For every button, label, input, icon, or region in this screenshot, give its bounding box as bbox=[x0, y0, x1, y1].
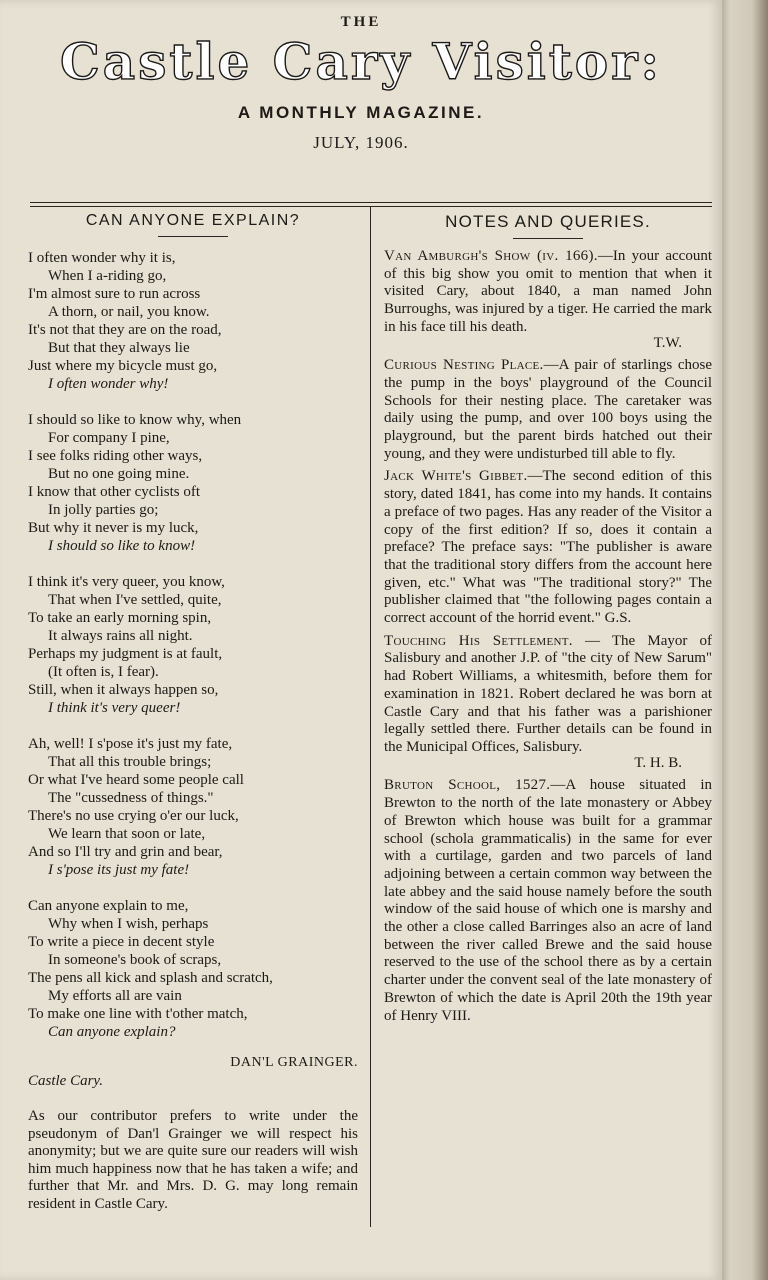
poem-refrain: I think it's very queer! bbox=[48, 700, 181, 716]
note-item bbox=[384, 777, 712, 1025]
poem-line: Or what I've heard some people call bbox=[28, 772, 244, 788]
poem-line: We learn that soon or late, bbox=[48, 826, 206, 842]
poem-line: To make one line with t'other match, bbox=[28, 1006, 248, 1022]
poem-line: The pens all kick and splash and scratch, bbox=[28, 970, 273, 986]
note-title: Curious Nesting Place. bbox=[384, 357, 544, 374]
header-rule-top bbox=[30, 202, 712, 203]
note-body: —The second edition of this story, dated 1841, has come into my hands. It contains a preface of two pages. Has any reader of the Visitor a copy of the first edition? If so, does it contain a preface? The preface says: "The publisher is aware that the traditional story differs from the account here given, etc." What was "The traditional story?" The publisher claimed that "the following pages contain a correct account of the horrid event." G.S. bbox=[384, 468, 712, 627]
note-title: Bruton School, 1527. bbox=[384, 777, 551, 794]
note-initials: T. H. B. bbox=[634, 754, 682, 771]
poem-line: Ah, well! I s'pose it's just my fate, bbox=[28, 736, 233, 752]
poem-refrain: I should so like to know! bbox=[48, 538, 196, 554]
note-body: — The Mayor of Salisbury and another J.P. of "the city of New Sarum" had Robert Williams, a whitesmith, before them for examination in 1821. Robert declared he was born at Castle Cary and that his father was a parishioner legally settled there. Further details can be found in the Municipal Offices, Salisbury. bbox=[384, 632, 712, 755]
poem-stanza bbox=[28, 573, 358, 717]
poem-line: For company I pine, bbox=[48, 430, 170, 446]
poem-line: But why it never is my luck, bbox=[28, 520, 199, 536]
note-title: Van Amburgh's Show (iv. 166). bbox=[384, 248, 598, 264]
poem-line: And so I'll try and grin and bear, bbox=[28, 844, 223, 860]
magazine-title: Castle Cary Visitor: bbox=[60, 32, 662, 91]
poem-line: Still, when it always happen so, bbox=[28, 682, 219, 698]
notes-heading-rule bbox=[513, 238, 583, 239]
note-item bbox=[384, 248, 712, 352]
poem-line: In jolly parties go; bbox=[48, 502, 159, 518]
poem-line: But no one going mine. bbox=[48, 466, 190, 482]
poem-line: (It often is, I fear). bbox=[48, 664, 159, 680]
poem-line: Can anyone explain to me, bbox=[28, 898, 189, 914]
poem-refrain: Can anyone explain? bbox=[48, 1024, 176, 1040]
poem-line: But that they always lie bbox=[48, 340, 190, 356]
masthead bbox=[0, 14, 722, 153]
poem-line: There's no use crying o'er our luck, bbox=[28, 808, 239, 824]
header-rule-bottom bbox=[30, 206, 712, 207]
poem-line: When I a-riding go, bbox=[48, 268, 167, 284]
note-item bbox=[384, 468, 712, 627]
poem-line: That all this trouble brings; bbox=[48, 754, 212, 770]
poem-refrain: I s'pose its just my fate! bbox=[48, 862, 190, 878]
note-initials: T.W. bbox=[653, 334, 682, 351]
notes-list bbox=[384, 248, 712, 1025]
note-item bbox=[384, 633, 712, 773]
poem-line: I think it's very queer, you know, bbox=[28, 574, 225, 590]
author-signature: DAN'L GRAINGER. bbox=[230, 1055, 358, 1070]
note-title: Touching His Settlement. bbox=[384, 632, 573, 649]
poem-line: It always rains all night. bbox=[48, 628, 193, 644]
poem-line: In someone's book of scraps, bbox=[48, 952, 222, 968]
poem-line: It's not that they are on the road, bbox=[28, 322, 222, 338]
note-body: —A pair of starlings chose the pump in the boys' playground of the Council Schools for their nesting place. The caretaker was daily using the pump, and over 100 boys using the playground, but the parent birds hatched out their young, and they were undisturbed till able to fly. bbox=[384, 357, 712, 462]
poem-line: I know that other cyclists oft bbox=[28, 484, 201, 500]
poem bbox=[28, 249, 358, 1041]
poem-line: I should so like to know why, when bbox=[28, 412, 242, 428]
poem-line: The "cussedness of things." bbox=[48, 790, 214, 806]
issue-date: JULY, 1906. bbox=[313, 133, 409, 152]
poem-stanza bbox=[28, 411, 358, 555]
poem-line: Perhaps my judgment is at fault, bbox=[28, 646, 223, 662]
poem-line: Why when I wish, perhaps bbox=[48, 916, 209, 932]
poem-refrain: I often wonder why! bbox=[48, 376, 169, 392]
poem-line: To take an early morning spin, bbox=[28, 610, 212, 626]
poem-line: A thorn, or nail, you know. bbox=[48, 304, 210, 320]
poem-line: To write a piece in decent style bbox=[28, 934, 215, 950]
poem-line: That when I've settled, quite, bbox=[48, 592, 222, 608]
poem-stanza bbox=[28, 897, 358, 1041]
note-item bbox=[384, 357, 712, 463]
poem-line: Just where my bicycle must go, bbox=[28, 358, 218, 374]
poem-heading-rule bbox=[158, 236, 228, 237]
poem-stanza bbox=[28, 249, 358, 393]
editor-note: As our contributor prefers to write under the pseudonym of Dan'l Grainger we will respect his anonymity; but we are quite sure our readers will wish him much happiness now that he has taken a wife; and further that Mr. and Mrs. D. G. may long remain resident in Castle Cary. bbox=[28, 1108, 358, 1212]
author-place: Castle Cary. bbox=[28, 1073, 104, 1089]
note-body: —A house situated in Brewton to the north of the late monastery or Abbey of Brewton which house was built for a grammar school (schola grammaticalis) in the same for ever with a curtilage, garden and two parcels of land adjoining between a certain common way between the late abbey and the said house namely before the south window of the said house of which one is marshy and the other a close called Barringes also an acre of land between the river called Brewe and the said house reserved to the use of the school there as by a certain charter under the convent seal of the late monastery of Brewton of which the date is April 20th the 19th year of Henry VIII. bbox=[384, 777, 712, 1024]
poem-heading: CAN ANYONE EXPLAIN? bbox=[85, 212, 301, 229]
right-column bbox=[384, 212, 712, 1030]
left-column bbox=[28, 212, 358, 1214]
poem-line: I often wonder why it is, bbox=[28, 250, 176, 266]
poem-line: My efforts all are vain bbox=[48, 988, 182, 1004]
magazine-subtitle: A MONTHLY MAGAZINE. bbox=[237, 103, 485, 122]
note-title: Jack White's Gibbet. bbox=[384, 468, 528, 485]
notes-heading: NOTES AND QUERIES. bbox=[445, 212, 651, 231]
masthead-the: THE bbox=[340, 14, 382, 30]
note-body: —In your account of this big show you omit to mention that when it visited Cary, about 1840, a man named John Burroughs, was injured by a tiger. He carried the mark in his face till his death. bbox=[384, 248, 712, 335]
poem-line: I'm almost sure to run across bbox=[28, 286, 201, 302]
poem-line: I see folks riding other ways, bbox=[28, 448, 203, 464]
column-divider bbox=[370, 207, 371, 1227]
page-edge bbox=[722, 0, 768, 1280]
poem-stanza bbox=[28, 735, 358, 879]
